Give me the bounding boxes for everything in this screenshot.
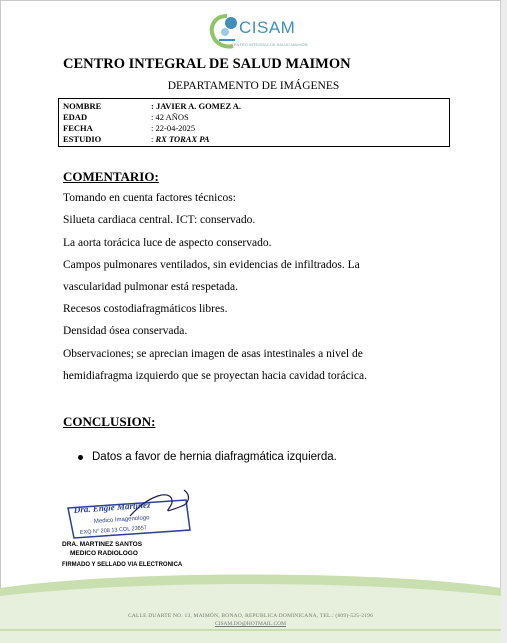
study-label: ESTUDIO: [63, 134, 102, 144]
comment-line: Silueta cardiaca central. ICT: conservado.: [63, 214, 256, 226]
footer-wave: [0, 570, 501, 643]
date-label: FECHA: [63, 123, 93, 133]
cisam-logo: [205, 10, 317, 52]
study-value: RX TORAX PA: [155, 134, 210, 144]
logo-text: CISAM: [239, 18, 296, 37]
department: DEPARTAMENTO DE IMÁGENES: [167, 80, 340, 92]
comment-line: hemidiafragma izquierdo que se proyectan hacia cavidad torácica.: [63, 370, 367, 382]
patient-info-box: [58, 98, 450, 147]
comment-line: Campos pulmonares ventilados, sin evidencias de infiltrados. La: [63, 259, 360, 271]
name-value: : JAVIER A. GOMEZ A.: [151, 101, 242, 111]
stamp-id: EXQ N° 208 13 COL 23657: [79, 525, 148, 536]
page-title: CENTRO INTEGRAL DE SALUD MAIMON: [63, 56, 351, 72]
comment-line: Observaciones; se aprecian imagen de asas intestinales a nivel de: [63, 348, 363, 360]
stamp-role: Medico Imagenologo: [93, 515, 150, 525]
study-value-wrap: : RX TORAX PA: [151, 134, 210, 144]
window-edge: [500, 0, 507, 643]
signature-note: FIRMADO Y SELLADO VIA ELECTRONICA: [62, 562, 183, 568]
age-value: : 42 AÑOS: [151, 112, 189, 122]
doctor-role: MEDICO RADIOLOGO: [70, 550, 138, 557]
name-label: NOMBRE: [63, 101, 102, 111]
comment-line: Densidad ósea conservada.: [63, 325, 188, 337]
doctor-name: DRA. MARTINEZ SANTOS: [62, 541, 143, 548]
comment-heading: COMENTARIO:: [63, 169, 159, 184]
comment-line: Recesos costodiafragmáticos libres.: [63, 303, 228, 315]
comment-line: La aorta torácica luce de aspecto conservado.: [63, 237, 272, 249]
date-value: : 22-04-2025: [151, 123, 196, 133]
bullet-icon: [78, 455, 83, 460]
stamp-name: Dra. Engie Martinez: [73, 499, 151, 515]
conclusion-heading: CONCLUSION:: [63, 414, 156, 429]
signature-stamp: [60, 486, 200, 542]
logo-tagline: CENTRO INTEGRAL DE SALUD MAIMON: [231, 42, 308, 47]
comment-line: vascularidad pulmonar está respetada.: [63, 281, 238, 293]
age-label: EDAD: [63, 112, 88, 122]
conclusion-item: Datos a favor de hernia diafragmática izquierda.: [92, 451, 337, 463]
footer-address: CALLE DUARTE NO. 13, MAIMÓN, BONAO, REPUBLICA DOMINICANA, TEL.: (809)-525-2196: [127, 613, 374, 619]
comment-line: Tomando en cuenta factores técnicos:: [63, 192, 236, 204]
footer-email[interactable]: CISAM.DO@HOTMAIL.COM: [214, 621, 287, 627]
